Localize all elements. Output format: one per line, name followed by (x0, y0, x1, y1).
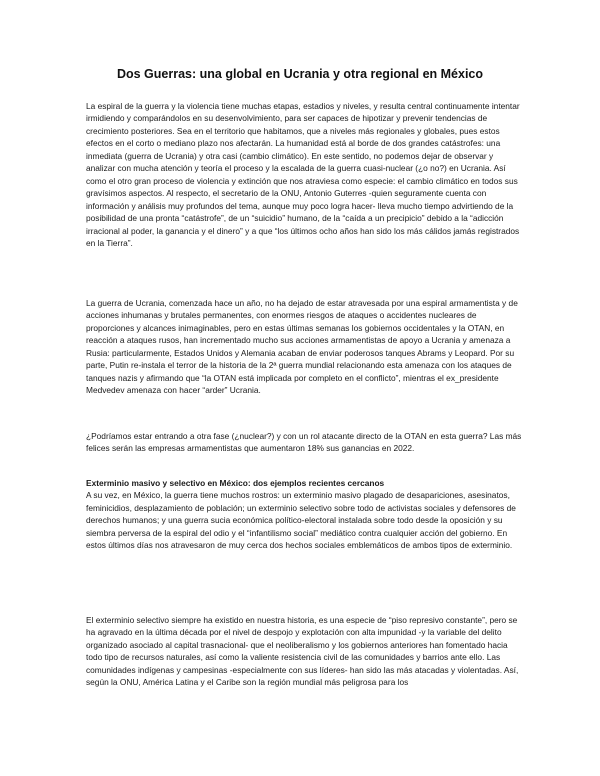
section-mexico (86, 477, 524, 552)
paragraph-ukraine-war: La guerra de Ucrania, comenzada hace un año, no ha dejado de estar atravesada por una espiral armamentista y de acciones inhumanas y brutales permanentes, con enormes riesgos de ataques o accidentes nucleares de proporciones y alcances inimaginables, pero en estas últimas semanas los gobiernos occidentales y la OTAN, en reacción a ataques rusos, han incrementado mucho sus acciones armamentistas de apoyo a Ucrania y amenaza a Rusia: particularmente, Estados Unidos y Alemania acaban de enviar poderosos tanques Abrams y Leopard. Por su parte, Putin re-instala el terror de la historia de la 2ª guerra mundial relacionando esta amenaza con los ataques de tanques nazis y afirmando que “la OTAN está implicada por completo en el conflicto”, mientras el ex_presidente Medvedev amenaza con hacer “arder” Ucrania. (86, 298, 518, 396)
paragraph-intro: La espiral de la guerra y la violencia tiene muchas etapas, estadios y niveles, y resulta central continuamente intentar irmidiendo y comparándolos en su desenvolvimiento, para ser capaces de hipotizar y prevenir tendencias de crecimiento posteriores. Sea en el territorio que habitamos, que a niveles más regionales y globales, pues estos efectos en el corto o mediano plazo nos afectarán. La humanidad está al borde de dos grandes catástrofes: una inmediata (guerra de Ucrania) y otra casi (cambio climático). En este sentido, no podemos dejar de observar y analizar con mucha atención y teoría el proceso y la escalada de la guerra cuasi-nuclear (¿o no?) en Ucrania. Así como el otro gran proceso de violencia y extinción que nos atraviesa como especie: el cambio climático en todos sus gravísimos aspectos. Al respecto, el secretario de la ONU, Antonio Guterres -quien seguramente cuenta con información y análisis muy profundos del tema, aunque muy poco logra hacer- lleva mucho tiempo advirtiendo de la posibilidad de una pronta “catástrofe”, de un “suicidio” humano, de la “caída a un precipicio” debido a la “adicción irracional al poder, la ganancia y el dinero” y a que “los últimos ocho años han sido los más cálidos jamás registrados en la Tierra”. (86, 101, 520, 248)
section-heading: Exterminio masivo y selectivo en México: dos ejemplos recientes cercanos (86, 478, 385, 488)
paragraph-mexico-war: A su vez, en México, la guerra tiene muchos rostros: un exterminio masivo plagado de desapariciones, asesinatos, feminicidios, desplazamiento de población; un exterminio selectivo sobre todo de activistas sociales y defensores de derechos humanos; y una guerra sucia económica político-electoral instalada sobre todo desde la oposición y su siembra perversa de la espiral del odio y el “infantilismo social” mediático contra cualquier acción del gobierno. En estos últimos días nos atravesaron de muy cerca dos hechos sociales emblemáticos de ambos tipos de exterminio. (86, 490, 516, 551)
paragraph-nuclear-question: ¿Podríamos estar entrando a otra fase (¿nuclear?) y con un rol atacante directo de la OTAN en esta guerra? Las más felices serán las empresas armamentistas que aumentaron 18% sus ganancias en 2022. (86, 431, 522, 454)
document-title: Dos Guerras: una global en Ucrania y otra regional en México (116, 67, 484, 81)
paragraph-selective-extermination: El exterminio selectivo siempre ha existido en nuestra historia, es una especie de “piso represivo constante”, pero se ha agravado en la última década por el nivel de despojo y explotación con alta impunidad -y la variable del delito organizado asociado al capital trasnacional- que el neoliberalismo y los gobiernos anteriores han fomentado hacia todo tipo de recursos naturales, así como la valiente resistencia civil de las comunidades y barrios ante ello. Las comunidades indígenas y campesinas -especialmente con sus líderes- han sido las más atacadas y violentadas. Así, según la ONU, América Latina y el Caribe son la región mundial más peligrosa para los (86, 615, 519, 688)
